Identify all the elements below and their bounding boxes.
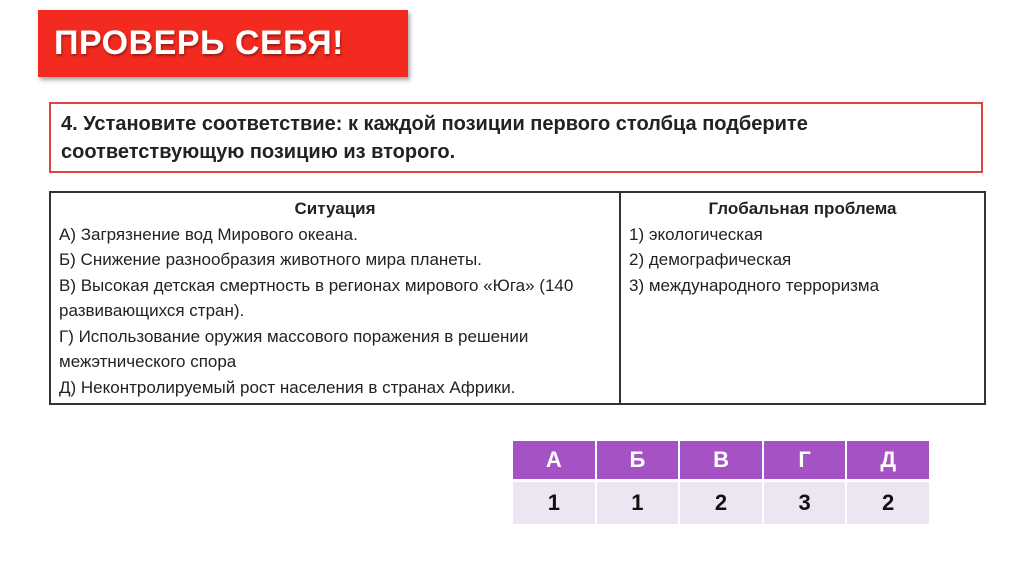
situation-item: Б) Снижение разнообразия животного мира планеты. (59, 250, 482, 269)
answer-value: 2 (847, 482, 929, 524)
answer-letter: Б (597, 441, 679, 479)
matching-table (49, 191, 986, 405)
task-statement: 4. Установите соответствие: к каждой позиции первого столбца подберите соответствующую позицию из второго. (49, 102, 983, 173)
situation-item: В) Высокая детская смертность в регионах мирового «Юга» (140 развивающихся стран). (59, 275, 574, 320)
answer-table (511, 438, 931, 527)
answer-value: 3 (764, 482, 846, 524)
problem-column (620, 192, 985, 404)
page-title: ПРОВЕРЬ СЕБЯ! (54, 24, 344, 62)
answer-letters-row (513, 441, 929, 479)
situation-column (50, 192, 620, 404)
title-banner (38, 10, 408, 77)
problem-item: 2) демографическая (629, 250, 792, 269)
problem-header: Глобальная проблема (708, 199, 897, 218)
answer-letter: Г (764, 441, 846, 479)
situation-item: А) Загрязнение вод Мирового океана. (59, 224, 358, 244)
answer-value: 1 (513, 482, 595, 524)
answer-letter: В (680, 441, 762, 479)
situation-item: Д) Неконтролируемый рост населения в странах Африки. (59, 377, 516, 397)
situation-item: Г) Использование оружия массового поражения в решении межэтнического спора (59, 326, 529, 371)
situation-header: Ситуация (294, 199, 376, 218)
problem-item: 3) международного терроризма (629, 275, 880, 295)
answer-values-row (513, 482, 929, 524)
problem-item: 1) экологическая (629, 224, 763, 244)
answer-letter: А (513, 441, 595, 479)
answer-value: 2 (680, 482, 762, 524)
answer-letter: Д (847, 441, 929, 479)
answer-value: 1 (597, 482, 679, 524)
